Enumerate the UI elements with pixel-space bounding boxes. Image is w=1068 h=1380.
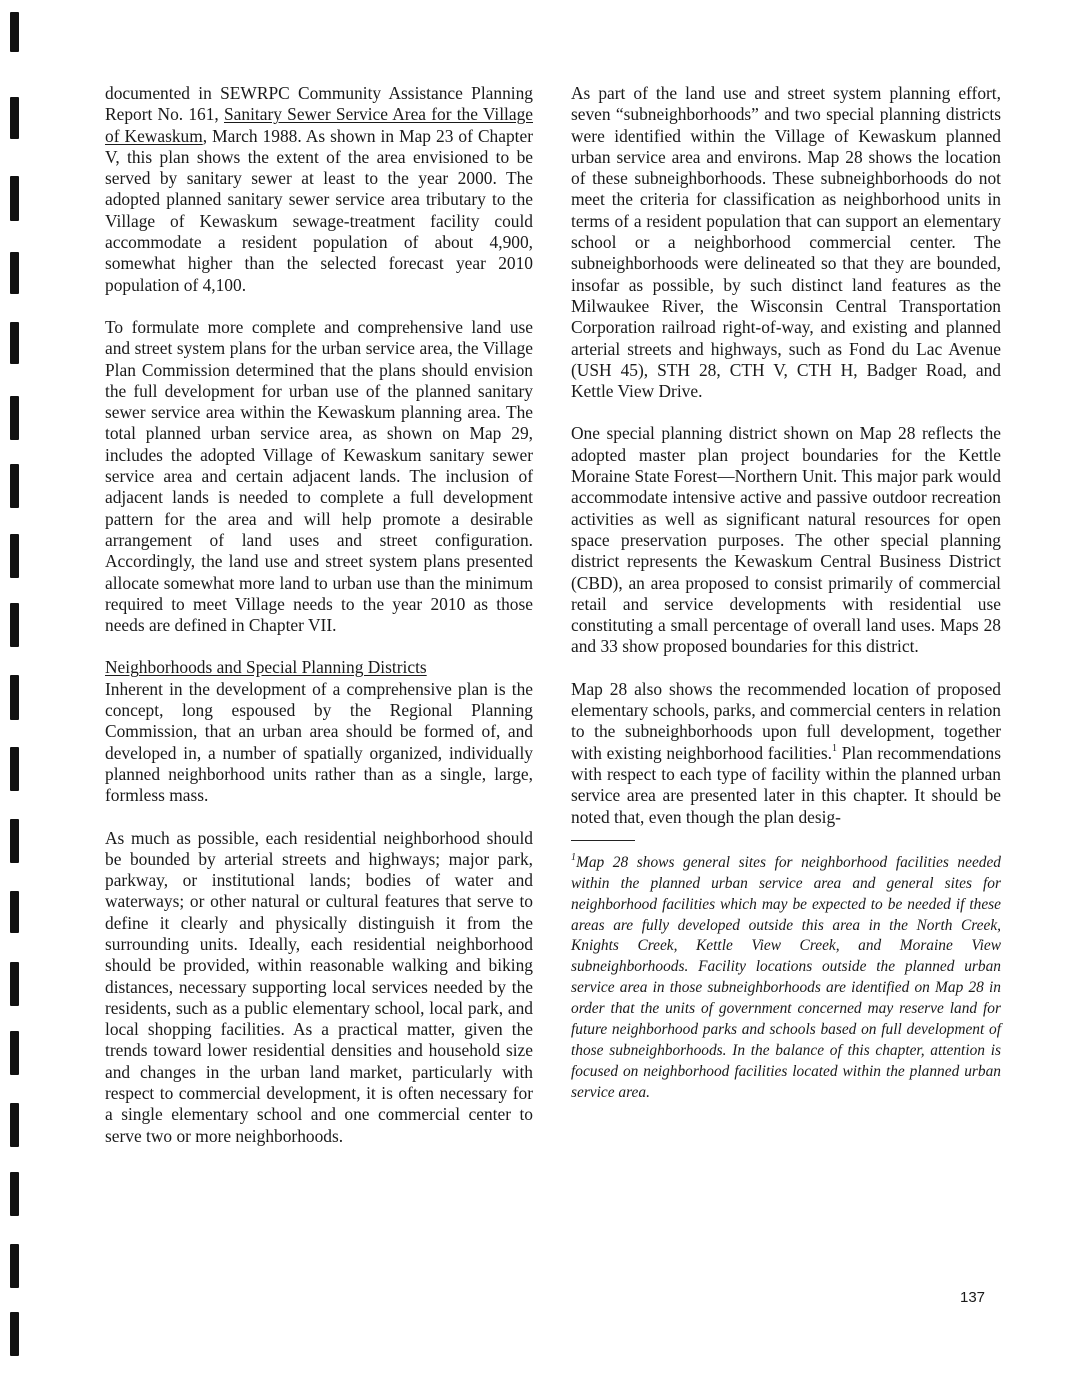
binding-mark	[10, 1244, 19, 1288]
binding-mark	[10, 675, 19, 720]
binding-mark	[10, 1103, 19, 1147]
paragraph: Neighborhoods and Special Planning Districts Inherent in the development of a comprehensive plan is the concept, long espoused by the Regional Planning Commission, that an urban area should be formed of, and developed in, a number of spatially organized, individually planned neighborhood units rather than as a single, large, formless mass.	[105, 657, 533, 806]
binding-mark	[10, 322, 19, 364]
binding-mark	[10, 962, 19, 1006]
binding-mark	[10, 891, 19, 933]
binding-mark	[10, 252, 19, 294]
footnote-reference: 1	[831, 742, 837, 754]
binding-mark	[10, 1031, 19, 1075]
report-title: Sanitary Sewer Service Area for the Village of Kewaskum	[105, 104, 533, 146]
binding-mark	[10, 97, 19, 139]
binding-edge	[0, 0, 30, 1380]
binding-mark	[10, 176, 19, 221]
paragraph: As part of the land use and street system planning effort, seven “subneighborhoods” and two special planning districts were identified within the Village of Kewaskum planned urban service area and environs. Map 28 shows the location of these subneighborhoods. These subneighborhoods do not meet the criteria for classification as neighborhood units in terms of a resident population that can support an elementary school or a neighborhood commercial center. The subneighborhoods were delineated so that they are bounded, insofar as possible, by such distinct land features as the Milwaukee River, the Wisconsin Central Transportation Corporation railroad right-of-way, and existing and planned arterial streets and highways, such as Fond du Lac Avenue (USH 45), STH 28, CTH V, CTH H, Badger Road, and Kettle View Drive.	[571, 83, 1001, 402]
right-column	[571, 83, 1001, 1125]
paragraph: Map 28 also shows the recommended location of proposed elementary schools, parks, and commercial centers in relation to the subneighborhoods upon full development, together with existing neighborhood facilities.$^1$ Plan recommendations with respect to each type of facility within the planned urban service area are presented later in this chapter. It should be noted that, even though the plan desig-	[571, 678, 1001, 827]
paragraph: As much as possible, each residential neighborhood should be bounded by arterial streets and highways; major park, parkway, or institutional lands; bodies of water and waterways; or other natural or cultural features that serve to define it clearly and physically distinguish it from the surrounding units. Ideally, each residential neighborhood should be provided, within reasonable walking and biking distances, necessary supporting local services needed by the residents, such as a public elementary school, local park, and local shopping facilities. As a practical matter, given the trends toward lower residential densities and household size and changes in the urban land market, particularly with respect to commercial development, it is often necessary for a single elementary school and one commercial center to serve two or more neighborhoods.	[105, 827, 533, 1146]
binding-mark	[10, 603, 19, 647]
section-heading: Neighborhoods and Special Planning Districts	[105, 657, 427, 678]
paragraph: One special planning district shown on Map 28 reflects the adopted master plan project boundaries for the Kettle Moraine State Forest—Northern Unit. This major park would accommodate intensive active and passive outdoor recreation activities as well as significant natural resources for open space preservation purposes. The other special planning district represents the Kewaskum Central Business District (CBD), an area proposed to consist primarily of commercial retail and service developments with residential use constituting a small percentage of overall land uses. Maps 28 and 33 show proposed boundaries for this district.	[571, 423, 1001, 657]
left-column	[105, 83, 533, 1168]
binding-mark	[10, 464, 19, 508]
binding-mark	[10, 1172, 19, 1216]
footnote: $^1$Map 28 shows general sites for neighborhood facilities needed within the planned urban service area and general sites for neighborhood facilities which may be expected to be needed if these areas are fully developed outside this area in the North Creek, Knights Creek, Kettle View Creek, and Moraine View subneighborhoods. Facility locations outside the planned urban service area in those subneighborhoods are identified on Map 28 in order that the units of government concerned may reserve land for future neighborhood parks and schools based on full development of those subneighborhoods. In the balance of this chapter, attention is focused on neighborhood facilities located within the planned urban service area.	[571, 851, 1001, 1101]
footnote-marker: 1	[571, 851, 576, 863]
binding-mark	[10, 1312, 19, 1356]
binding-mark	[10, 819, 19, 863]
binding-mark	[10, 12, 19, 52]
paragraph: documented in SEWRPC Community Assistance Planning Report No. 161, Sanitary Sewer Service Area for the Village of Kewaskum, March 1988. As shown in Map 23 of Chapter V, this plan shows the extent of the area envisioned to be served by sanitary sewer at least to the year 2000. The adopted planned sanitary sewer service area tributary to the Village of Kewaskum sewage-treatment facility could accommodate a resident population of about 4,900, somewhat higher than the selected forecast year 2010 population of 4,100.	[105, 83, 534, 295]
binding-mark	[10, 534, 19, 578]
footnote-divider	[571, 840, 635, 841]
binding-mark	[10, 747, 19, 791]
page-number: 137	[960, 1289, 986, 1306]
binding-mark	[10, 396, 19, 440]
paragraph: To formulate more complete and comprehensive land use and street system plans for the urban service area, the Village Plan Commission determined that the plans should envision the full development for urban use of the planned sanitary sewer service area within the Kewaskum planning area. The total planned urban service area, as shown on Map 29, includes the adopted Village of Kewaskum sanitary sewer service area and certain adjacent lands. The inclusion of adjacent lands is needed to complete a full development pattern for the area and will help promote a desirable arrangement of land uses and street configuration. Accordingly, the land use and street system plans presented allocate somewhat more land to urban use than the minimum required to meet Village needs to the year 2010 as those needs are defined in Chapter VII.	[105, 316, 533, 636]
